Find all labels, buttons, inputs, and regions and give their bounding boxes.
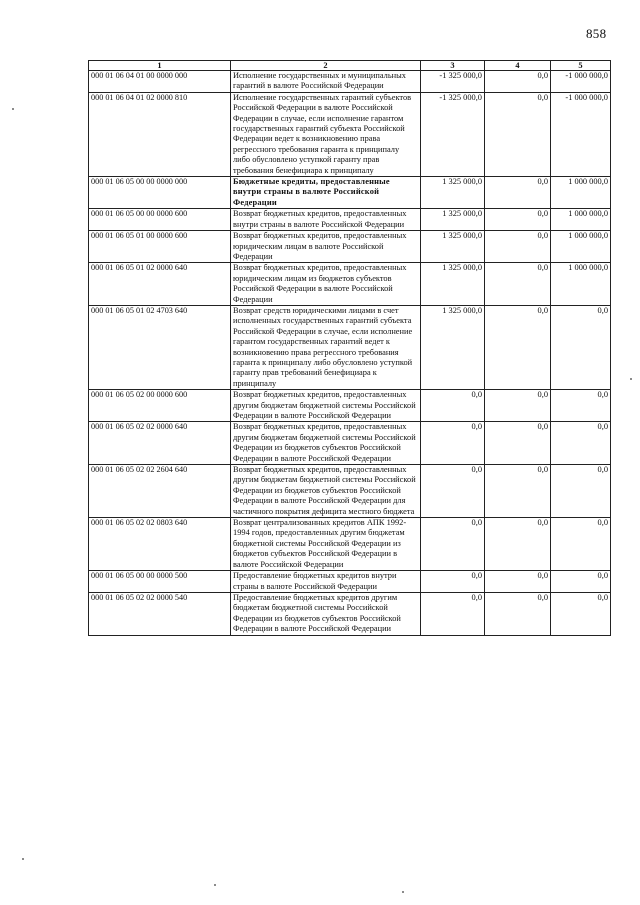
value-col5-cell: 0,0 xyxy=(551,592,611,635)
value-col3-cell: 1 325 000,0 xyxy=(421,231,485,263)
name-cell: Бюджетные кредиты, предоставленные внутри страны в валюте Российской Федерации xyxy=(231,177,421,209)
table-row xyxy=(89,390,611,422)
code-cell: 000 01 06 05 02 02 0000 640 xyxy=(89,422,231,465)
value-col5-cell: 1 000 000,0 xyxy=(551,263,611,306)
table-row xyxy=(89,518,611,571)
name-cell: Исполнение государственных гарантий субъектов Российской Федерации в валюте Российской Федерации в случае, если исполнение гарантом государственных гарантий субъекта Российской Федерации ведет к возникновению права регрессного требования гаранта к принципалу либо обусловлено уступкой гаранту прав требования бенефициара к принципалу xyxy=(231,92,421,176)
name-cell: Исполнение государственных и муниципальных гарантий в валюте Российской Федерации xyxy=(231,71,421,93)
value-col4-cell: 0,0 xyxy=(485,209,551,231)
column-header: 5 xyxy=(551,61,611,71)
value-col5-cell: 0,0 xyxy=(551,465,611,518)
code-cell: 000 01 06 05 02 02 2604 640 xyxy=(89,465,231,518)
scan-speck xyxy=(214,884,216,886)
value-col4-cell: 0,0 xyxy=(485,92,551,176)
value-col3-cell: 0,0 xyxy=(421,571,485,593)
scan-speck xyxy=(402,891,404,893)
code-cell: 000 01 06 05 00 00 0000 600 xyxy=(89,209,231,231)
scan-speck xyxy=(22,858,24,860)
name-cell: Возврат бюджетных кредитов, предоставленных юридическим лицам из бюджетов субъектов Российской Федерации в валюте Российской Федерации xyxy=(231,263,421,306)
name-cell: Возврат бюджетных кредитов, предоставленных другим бюджетам бюджетной системы Российской Федерации в валюте Российской Федерации xyxy=(231,390,421,422)
value-col5-cell: 1 000 000,0 xyxy=(551,177,611,209)
value-col5-cell: 0,0 xyxy=(551,390,611,422)
table-row xyxy=(89,305,611,389)
value-col3-cell: 0,0 xyxy=(421,390,485,422)
value-col3-cell: 0,0 xyxy=(421,422,485,465)
value-col4-cell: 0,0 xyxy=(485,518,551,571)
value-col4-cell: 0,0 xyxy=(485,263,551,306)
value-col5-cell: -1 000 000,0 xyxy=(551,92,611,176)
value-col3-cell: 1 325 000,0 xyxy=(421,209,485,231)
table-row xyxy=(89,571,611,593)
value-col5-cell: -1 000 000,0 xyxy=(551,71,611,93)
code-cell: 000 01 06 05 02 02 0803 640 xyxy=(89,518,231,571)
table-row xyxy=(89,92,611,176)
value-col3-cell: 1 325 000,0 xyxy=(421,177,485,209)
table-row xyxy=(89,71,611,93)
table-body xyxy=(89,71,611,636)
name-cell: Предоставление бюджетных кредитов другим бюджетам бюджетной системы Российской Федерации из бюджетов субъектов Российской Федерации в валюте Российской Федерации xyxy=(231,592,421,635)
budget-table xyxy=(88,60,611,636)
name-cell: Возврат бюджетных кредитов, предоставленных другим бюджетам бюджетной системы Российской Федерации из бюджетов субъектов Российской Федерации в валюте Российской Федерации xyxy=(231,422,421,465)
value-col5-cell: 0,0 xyxy=(551,518,611,571)
value-col4-cell: 0,0 xyxy=(485,422,551,465)
code-cell: 000 01 06 05 00 00 0000 000 xyxy=(89,177,231,209)
value-col5-cell: 0,0 xyxy=(551,571,611,593)
name-cell: Возврат бюджетных кредитов, предоставленных другим бюджетам бюджетной системы Российской Федерации из бюджетов субъектов Российской Федерации в валюте Российской Федерации для частичного покрытия дефицита местного бюджета xyxy=(231,465,421,518)
name-cell: Возврат централизованных кредитов АПК 1992-1994 годов, предоставленных другим бюджетам бюджетной системы Российской Федерации из бюджетов субъектов Российской Федерации в валюте Российской Федерации xyxy=(231,518,421,571)
value-col3-cell: 0,0 xyxy=(421,518,485,571)
table-row xyxy=(89,209,611,231)
code-cell: 000 01 06 05 01 02 0000 640 xyxy=(89,263,231,306)
table-row xyxy=(89,177,611,209)
value-col3-cell: 1 325 000,0 xyxy=(421,263,485,306)
code-cell: 000 01 06 04 01 00 0000 000 xyxy=(89,71,231,93)
table-row xyxy=(89,592,611,635)
scan-speck xyxy=(12,108,14,110)
value-col4-cell: 0,0 xyxy=(485,592,551,635)
value-col4-cell: 0,0 xyxy=(485,71,551,93)
value-col3-cell: -1 325 000,0 xyxy=(421,71,485,93)
value-col5-cell: 0,0 xyxy=(551,305,611,389)
code-cell: 000 01 06 05 01 00 0000 600 xyxy=(89,231,231,263)
code-cell: 000 01 06 05 02 00 0000 600 xyxy=(89,390,231,422)
page-number: 858 xyxy=(586,26,607,41)
value-col4-cell: 0,0 xyxy=(485,177,551,209)
value-col3-cell: 0,0 xyxy=(421,592,485,635)
column-header: 2 xyxy=(231,61,421,71)
column-header: 1 xyxy=(89,61,231,71)
scan-speck xyxy=(630,378,632,380)
name-cell: Возврат бюджетных кредитов, предоставленных юридическим лицам в валюте Российской Федерации xyxy=(231,231,421,263)
table-row xyxy=(89,263,611,306)
value-col4-cell: 0,0 xyxy=(485,571,551,593)
value-col5-cell: 1 000 000,0 xyxy=(551,209,611,231)
value-col3-cell: 0,0 xyxy=(421,465,485,518)
value-col5-cell: 1 000 000,0 xyxy=(551,231,611,263)
column-header: 3 xyxy=(421,61,485,71)
column-header: 4 xyxy=(485,61,551,71)
code-cell: 000 01 06 05 01 02 4703 640 xyxy=(89,305,231,389)
value-col4-cell: 0,0 xyxy=(485,305,551,389)
name-cell: Возврат средств юридическими лицами в счет исполненных государственных гарантий субъекта Российской Федерации в случае, если исполнение гарантом государственных гарантий ведет к возникновению права регрессного требования гаранта к принципалу либо обусловлено уступкой гаранту прав требований бенефициара к принципалу xyxy=(231,305,421,389)
name-cell: Возврат бюджетных кредитов, предоставленных внутри страны в валюте Российской Федерации xyxy=(231,209,421,231)
table-row xyxy=(89,465,611,518)
table-row xyxy=(89,422,611,465)
value-col3-cell: -1 325 000,0 xyxy=(421,92,485,176)
value-col4-cell: 0,0 xyxy=(485,465,551,518)
name-cell: Предоставление бюджетных кредитов внутри страны в валюте Российской Федерации xyxy=(231,571,421,593)
value-col5-cell: 0,0 xyxy=(551,422,611,465)
code-cell: 000 01 06 04 01 02 0000 810 xyxy=(89,92,231,176)
value-col4-cell: 0,0 xyxy=(485,390,551,422)
value-col3-cell: 1 325 000,0 xyxy=(421,305,485,389)
header-row xyxy=(89,61,611,71)
value-col4-cell: 0,0 xyxy=(485,231,551,263)
table-row xyxy=(89,231,611,263)
code-cell: 000 01 06 05 00 00 0000 500 xyxy=(89,571,231,593)
code-cell: 000 01 06 05 02 02 0000 540 xyxy=(89,592,231,635)
